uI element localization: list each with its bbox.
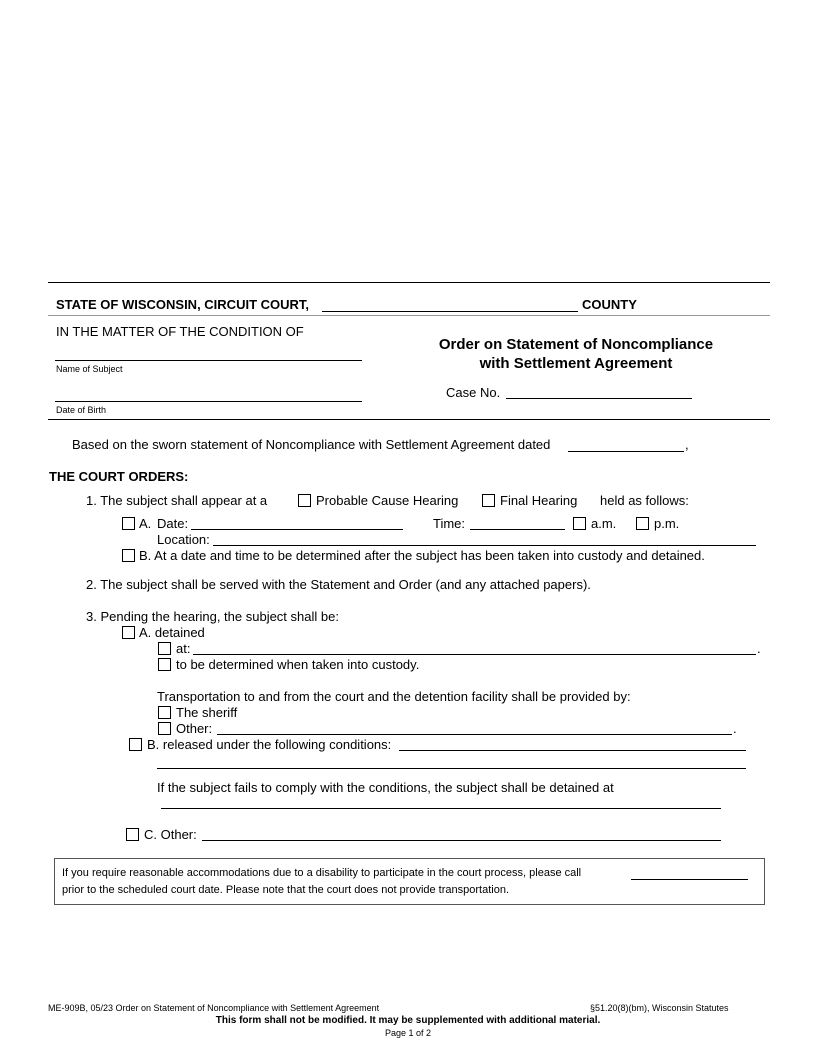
final-hearing-label: Final Hearing xyxy=(500,493,578,508)
dob-field[interactable] xyxy=(55,401,362,402)
probable-cause-checkbox[interactable] xyxy=(298,494,311,507)
county-field[interactable] xyxy=(322,311,578,312)
footer-form-id: ME-909B, 05/23 Order on Statement of Noncompliance with Settlement Agreement xyxy=(48,1003,380,1013)
accommodation-line1: If you require reasonable accommodations due to a disability to participate in the court process, please call xyxy=(62,867,582,879)
item3-intro: 3. Pending the hearing, the subject shall be: xyxy=(86,609,339,624)
item3c-checkbox[interactable] xyxy=(126,828,139,841)
conditions-field-1[interactable] xyxy=(399,750,746,751)
county-label: COUNTY xyxy=(582,297,637,312)
header-bottom-rule xyxy=(48,419,770,420)
court-label: STATE OF WISCONSIN, CIRCUIT COURT, xyxy=(56,297,310,312)
matter-label: IN THE MATTER OF THE CONDITION OF xyxy=(56,324,304,339)
statement-date-field[interactable] xyxy=(568,451,684,452)
sheriff-label: The sheriff xyxy=(176,705,238,720)
top-rule xyxy=(48,282,770,283)
form-title-line2: with Settlement Agreement xyxy=(479,355,673,372)
based-on-comma: , xyxy=(685,437,689,452)
court-orders-heading: THE COURT ORDERS: xyxy=(49,469,189,484)
held-as-label: held as follows: xyxy=(600,493,689,508)
footer-statute: §51.20(8)(bm), Wisconsin Statutes xyxy=(590,1003,729,1013)
detained-at-field[interactable] xyxy=(193,654,756,655)
case-no-label: Case No. xyxy=(446,385,501,400)
conditions-field-2[interactable] xyxy=(157,768,746,769)
hearing-date-field[interactable] xyxy=(191,529,403,530)
subject-name-field[interactable] xyxy=(55,360,362,361)
fails-text: If the subject fails to comply with the conditions, the subject shall be detained at xyxy=(157,780,614,795)
detained-at-label: at: xyxy=(176,641,191,656)
item1a-label: A. xyxy=(139,516,152,531)
item1b-checkbox[interactable] xyxy=(122,549,135,562)
transport-text: Transportation to and from the court and the detention facility shall be provided by: xyxy=(157,689,631,704)
item3a-checkbox[interactable] xyxy=(122,626,135,639)
pm-label: p.m. xyxy=(654,516,680,531)
detained-tbd-label: to be determined when taken into custody. xyxy=(176,657,420,672)
footer-page: Page 1 of 2 xyxy=(384,1028,432,1038)
accommodation-line2: prior to the scheduled court date. Please note that the court does not provide transportation. xyxy=(62,884,510,896)
pm-checkbox[interactable] xyxy=(636,517,649,530)
final-hearing-checkbox[interactable] xyxy=(482,494,495,507)
detained-at-period: . xyxy=(757,641,761,656)
subject-name-label: Name of Subject xyxy=(56,364,123,374)
sheriff-checkbox[interactable] xyxy=(158,706,171,719)
item3b-checkbox[interactable] xyxy=(129,738,142,751)
item1-intro: 1. The subject shall appear at a xyxy=(86,493,268,508)
accommodation-phone-field[interactable] xyxy=(631,879,748,880)
item3a-text: A. detained xyxy=(139,625,205,640)
am-label: a.m. xyxy=(591,516,617,531)
dob-label: Date of Birth xyxy=(56,405,107,415)
based-on-text: Based on the sworn statement of Noncompliance with Settlement Agreement dated xyxy=(72,437,551,452)
court-rule xyxy=(48,315,770,316)
transport-other-period: . xyxy=(733,721,737,736)
footer-notice: This form shall not be modified. It may be supplemented with additional material. xyxy=(215,1015,601,1026)
hearing-time-field[interactable] xyxy=(470,529,565,530)
am-checkbox[interactable] xyxy=(573,517,586,530)
case-no-field[interactable] xyxy=(506,398,692,399)
transport-other-checkbox[interactable] xyxy=(158,722,171,735)
transport-other-label: Other: xyxy=(176,721,213,736)
fails-detained-at-field[interactable] xyxy=(161,808,721,809)
item3c-text: C. Other: xyxy=(144,827,197,842)
item1a-checkbox[interactable] xyxy=(122,517,135,530)
probable-cause-label: Probable Cause Hearing xyxy=(316,493,459,508)
transport-other-field[interactable] xyxy=(217,734,732,735)
time-label: Time: xyxy=(433,516,466,531)
location-label: Location: xyxy=(157,532,210,547)
item3b-text: B. released under the following conditions: xyxy=(147,737,392,752)
date-label: Date: xyxy=(157,516,189,531)
detained-tbd-checkbox[interactable] xyxy=(158,658,171,671)
form-title-line1: Order on Statement of Noncompliance xyxy=(438,336,714,353)
item1b-text: B. At a date and time to be determined after the subject has been taken into custody and detained. xyxy=(139,548,705,563)
location-field[interactable] xyxy=(213,545,756,546)
accommodation-box xyxy=(54,858,765,905)
detained-at-checkbox[interactable] xyxy=(158,642,171,655)
item2-text: 2. The subject shall be served with the Statement and Order (and any attached papers). xyxy=(86,577,591,592)
item3c-other-field[interactable] xyxy=(202,840,721,841)
